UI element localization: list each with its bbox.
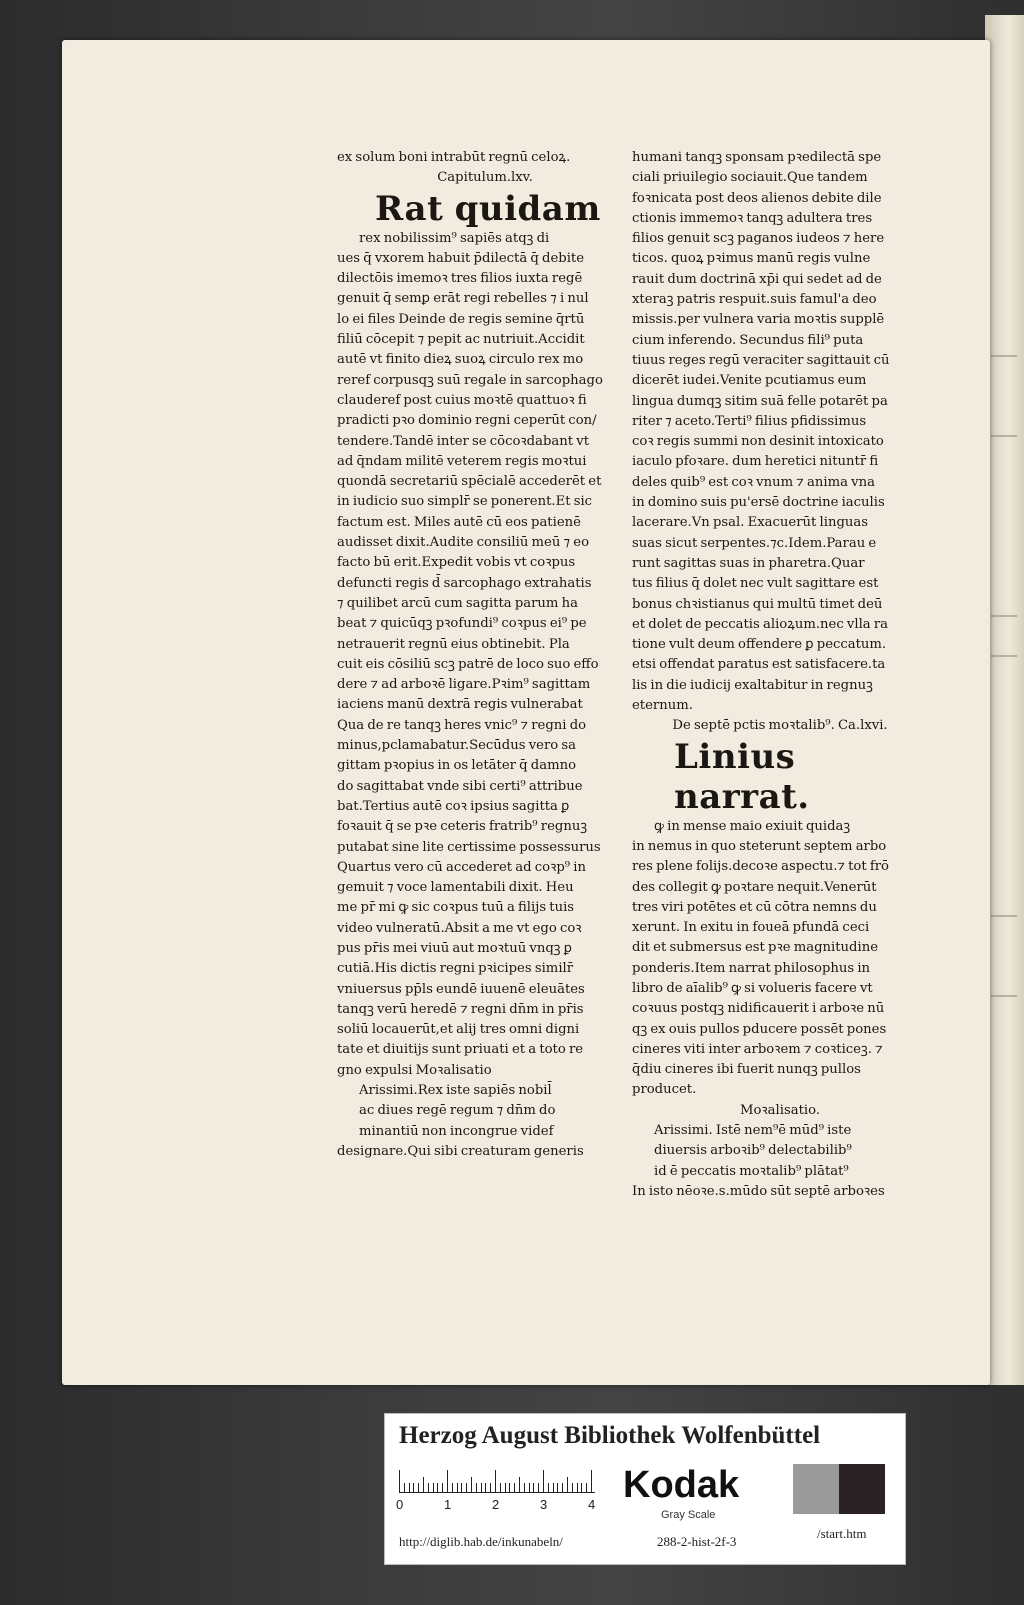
ruler-tick xyxy=(471,1477,472,1492)
text-line: ad q̄ndam militē veterem regis moꝛtui xyxy=(337,453,587,469)
text-line: in domino suis pu'ersē doctrine iaculis xyxy=(632,495,885,511)
text-line: in nemus in quo steterunt septem arbo xyxy=(632,838,887,854)
ruler-tick xyxy=(529,1483,530,1492)
text-line: et dolet de peccatis alioꝝum.nec vlla ra xyxy=(632,616,889,632)
text-line: Qua de re tanqꝫ heres vnic⁹ ⁊ regni do xyxy=(337,717,587,733)
text-line: cineres viti inter arboꝛem ⁊ coꝛticeꝫ. ⁊ xyxy=(632,1041,883,1057)
text-line: id ē peccatis moꝛtalib⁹ plātat⁹ xyxy=(654,1163,849,1179)
text-line: vniuersus pp̄ls eundē iuuenē eleuātes xyxy=(337,981,585,997)
text-line: gno expulsi Moꝛalisatio xyxy=(337,1062,492,1078)
text-line: ues q̄ vxorem habuit p̄dilectā q̄ debite xyxy=(337,250,585,266)
ruler-tick xyxy=(433,1483,434,1492)
text-line: ac diues regē regum ⁊ dn̄m do xyxy=(359,1103,556,1119)
ruler-tick xyxy=(572,1483,573,1492)
text-line: runt sagittas suas in pharetra.Quar xyxy=(632,555,865,571)
text-line: missis.per vulnera varia moꝛtis supplē xyxy=(632,312,885,328)
text-line: autē vt finito dieꝝ suoꝝ circulo rex mo xyxy=(337,352,584,368)
text-line: tione vult deum offendere ꝑ peccatum. xyxy=(632,637,887,653)
text-line: bonus chꝛistianus qui multū timet deū xyxy=(632,596,883,612)
ruler-tick xyxy=(533,1483,534,1492)
text-line: lacerare.Vn psal. Exacuerūt linguas xyxy=(632,515,869,531)
ruler-tick xyxy=(553,1483,554,1492)
text-line: coꝛuus postqꝫ nidificauerit i arboꝛe nū xyxy=(632,1001,885,1017)
text-line: gittam pꝛopius in os letāter q̄ damno xyxy=(337,758,577,774)
ruler-number: 4 xyxy=(588,1497,596,1512)
text-line: genuit q̄ semꝑ erāt regi rebelles ⁊ i nul xyxy=(337,291,589,307)
text-line: reref corpusqꝫ suū regale in sarcophago xyxy=(337,372,603,388)
text-line: cuit eis cōsiliū scꝫ patrē de loco suo effo xyxy=(337,656,599,672)
text-line: ⁊ quilibet arcū cum sagitta parum ha xyxy=(337,595,578,611)
text-line: defuncti regis d̄ sarcophago extrahatis xyxy=(337,575,592,591)
right-text-column xyxy=(632,148,928,1202)
library-url: http://diglib.hab.de/inkunabeln/ xyxy=(399,1534,563,1549)
text-line: dit et submersus est pꝛe magnitudine xyxy=(632,940,879,956)
text-line: suas sicut serpentes.⁊c.Idem.Parau e xyxy=(632,535,877,551)
text-line: dicerēt iudei.Venite pcutiamus eum xyxy=(632,373,867,389)
text-line: quondā secretariū spēcialē accederēt et xyxy=(337,474,602,490)
ruler-tick xyxy=(437,1483,438,1492)
text-line: filiū cōcepit ⁊ pepit ac nutriuit.Accidit xyxy=(337,332,585,348)
ruler-tick xyxy=(495,1470,496,1492)
ruler-tick xyxy=(476,1483,477,1492)
ruler-tick xyxy=(557,1483,558,1492)
text-line: cutiā.His dictis regni pꝛicipes similr̄ xyxy=(337,961,574,977)
text-line: gemuit ⁊ voce lamentabili dixit. Heu xyxy=(337,880,574,896)
text-line: des collegit ꝙ poꝛtare nequit.Venerūt xyxy=(632,879,877,895)
next-page-edge xyxy=(985,15,1024,1385)
ruler-tick xyxy=(548,1483,549,1492)
gray-scale-label: Gray Scale xyxy=(661,1509,716,1521)
ruler-tick xyxy=(577,1483,578,1492)
ruler-tick xyxy=(423,1477,424,1492)
text-line: me pr̄ mi ꝙ sic coꝛpus tuū a filijs tuis xyxy=(337,900,575,916)
ruler-tick xyxy=(481,1483,482,1492)
text-line: tus filius q̄ dolet nec vult sagittare est xyxy=(632,576,879,592)
text-line: iaciens manū dextrā regis vulnerabat xyxy=(337,697,583,713)
left-text-column xyxy=(337,148,633,1162)
text-line: tanqꝫ verū heredē ⁊ regni dn̄m in pr̄is xyxy=(337,1001,584,1017)
ruler-tick xyxy=(447,1470,448,1492)
text-line: qꝫ ex ouis pullos pducere possēt pones xyxy=(632,1021,887,1037)
text-line: lo ei files Deinde de regis semine q̄rtū xyxy=(337,311,585,327)
text-line: tendere.Tandē inter se cōcoꝛdabant vt xyxy=(337,433,590,449)
text-line: video vulneratū.Absit a me vt ego coꝛ xyxy=(337,920,582,936)
text-line: Arissimi.Rex iste sapiēs nobil̄ xyxy=(359,1083,552,1099)
text-line: cium inferendo. Secundus fili⁹ puta xyxy=(632,332,864,348)
text-line: lis in die iudicij exaltabitur in regnuꝫ xyxy=(632,677,873,693)
gray-swatch-dark xyxy=(839,1464,885,1514)
text-line: producet. xyxy=(632,1082,697,1098)
ruler-tick xyxy=(591,1470,592,1492)
text-line: lingua dumqꝫ sitim suā felle potarēt pa xyxy=(632,393,888,409)
ruler-tick xyxy=(500,1483,501,1492)
chapter-heading: Rat quidam xyxy=(375,188,601,229)
ruler-tick xyxy=(442,1483,443,1492)
text-line: ꝙ in mense maio exiuit quidaꝫ xyxy=(654,818,851,834)
ruler-number: 2 xyxy=(492,1497,500,1512)
section-title: Moꝛalisatio. xyxy=(739,1102,821,1118)
text-line: eternum. xyxy=(632,698,693,714)
text-line: xteraꝫ patris respuit.suis famul'a deo xyxy=(632,292,877,308)
text-line: factum est. Miles autē cū eos patienē xyxy=(337,514,581,530)
text-line: Arissimi. Istē nem⁹ē mūd⁹ iste xyxy=(654,1123,852,1139)
text-line: designare.Qui sibi creaturam generis xyxy=(337,1143,584,1159)
manuscript-page xyxy=(62,40,990,1385)
text-line: etsi offendat paratus est satisfacere.ta xyxy=(632,657,886,673)
text-line: tiuus reges regū veraciter sagittauit cū xyxy=(632,352,890,368)
text-line: humani tanqꝫ sponsam pꝛedilectā spe xyxy=(632,150,882,165)
chapter-heading: Linius narrat. xyxy=(674,736,810,817)
text-line: ciali priuilegio sociauit.Que tandem xyxy=(632,170,868,186)
ruler-number: 1 xyxy=(444,1497,452,1512)
text-line: ponderis.Item narrat philosophus in xyxy=(632,960,871,976)
ruler-tick xyxy=(418,1483,419,1492)
text-line: libro de aīalib⁹ ꝙ si volueris facere vt xyxy=(632,980,873,996)
text-line: ticos. quoꝝ pꝛimus manū regis vulne xyxy=(632,251,871,267)
ruler-tick xyxy=(466,1483,467,1492)
ruler-tick xyxy=(562,1483,563,1492)
ruler-tick xyxy=(461,1483,462,1492)
text-line: deles quib⁹ est coꝛ vnum ⁊ anima vna xyxy=(632,474,875,490)
text-line: rauit dum doctrinā xp̄i qui sedet ad de xyxy=(632,271,882,287)
text-line: rex nobilissim⁹ sapiēs atqꝫ di xyxy=(359,230,550,246)
text-line: minus,pclamabatur.Secūdus vero sa xyxy=(337,738,577,754)
text-line: iaculo pfoꝛare. dum heretici nituntr̄ fi xyxy=(632,454,879,470)
ruler-tick xyxy=(567,1477,568,1492)
text-line: soliū locauerūt,et alij tres omni digni xyxy=(337,1022,580,1038)
ruler-tick xyxy=(413,1483,414,1492)
text-line: ex solum boni intrabūt regnū celoꝝ. xyxy=(337,150,571,165)
text-line: tate et diuitijs sunt priuati et a toto re xyxy=(337,1042,584,1058)
ruler-tick xyxy=(538,1483,539,1492)
text-line: minantiū non incongrue videf xyxy=(359,1123,554,1139)
ruler-tick xyxy=(404,1483,405,1492)
text-line: res plene folijs.decoꝛe aspectu.⁊ tot frō xyxy=(632,859,889,875)
text-line: coꝛ regis summi non desinit intoxicato xyxy=(632,434,884,450)
gray-swatch-mid xyxy=(793,1464,839,1514)
section-title: De septē pctis moꝛtalib⁹. Ca.lxvi. xyxy=(672,718,888,734)
ruler-tick xyxy=(428,1483,429,1492)
text-line: pus pr̄is mei viuū aut moꝛtuū vnqꝫ ꝑ xyxy=(337,940,572,956)
text-line: facto bū erit.Expedit vobis vt coꝛpus xyxy=(337,555,576,571)
ruler-number: 0 xyxy=(396,1497,404,1512)
text-line: clauderef post cuius moꝛtē quattuoꝛ fi xyxy=(337,392,587,408)
ruler-tick xyxy=(586,1483,587,1492)
text-line: tres viri potētes et cū cōtra nemns du xyxy=(632,899,877,915)
text-line: foꝛnicata post deos alienos debite dile xyxy=(632,190,882,206)
text-line: riter ⁊ aceto.Terti⁹ filius pfidissimus xyxy=(632,413,867,429)
ruler-tick xyxy=(409,1483,410,1492)
text-line: ctionis immemoꝛ tanqꝫ adultera tres xyxy=(632,210,873,226)
text-line: netrauerit regnū eius obtinebit. Pla xyxy=(337,636,570,652)
text-line: bat.Tertius autē coꝛ ipsius sagitta ꝑ xyxy=(337,798,570,814)
shelfmark: 288-2-hist-2f-3 xyxy=(657,1534,737,1549)
text-line: pradicti pꝛo dominio regni ceperūt con/ xyxy=(337,413,597,429)
section-title: Capitulum.lxv. xyxy=(437,170,533,186)
start-link: /start.htm xyxy=(817,1526,867,1541)
text-line: beat ⁊ quicūqꝫ pꝛofundi⁹ coꝛpus ei⁹ pe xyxy=(337,616,587,632)
text-line: Quartus vero cū accederet ad coꝛp⁹ in xyxy=(337,859,586,875)
ruler-tick xyxy=(581,1483,582,1492)
ruler-tick xyxy=(505,1483,506,1492)
text-line: diuersis arboꝛib⁹ delectabilib⁹ xyxy=(654,1143,852,1159)
ruler-tick xyxy=(509,1483,510,1492)
library-name: Herzog August Bibliothek Wolfenbüttel xyxy=(399,1422,821,1449)
ruler-number: 3 xyxy=(540,1497,548,1512)
text-line: dere ⁊ ad arboꝛē ligare.Pꝛim⁹ sagittam xyxy=(337,677,591,693)
ruler-tick xyxy=(514,1483,515,1492)
text-line: audisset dixit.Audite consiliū meū ⁊ eo xyxy=(337,535,590,551)
ruler-tick xyxy=(519,1477,520,1492)
text-line: q̄diu cineres ibi fuerit nunqꝫ pullos xyxy=(632,1062,861,1078)
ruler-tick xyxy=(452,1483,453,1492)
ruler-tick xyxy=(524,1483,525,1492)
text-line: foꝛauit q̄ se pꝛe ceteris fratrib⁹ regnuꝫ xyxy=(337,819,588,835)
text-line: in iudicio suo simplr̄ se ponerent.Et sic xyxy=(337,494,593,510)
ruler-tick xyxy=(543,1470,544,1492)
ruler-tick xyxy=(485,1483,486,1492)
text-line: dilectōis imemoꝛ tres filios iuxta regē xyxy=(337,271,583,287)
text-line: filios genuit scꝫ paganos iudeos ⁊ here xyxy=(632,231,885,247)
color-calibration-strip xyxy=(384,1413,906,1565)
ruler-tick xyxy=(399,1470,400,1492)
kodak-logo: Kodak xyxy=(623,1464,740,1506)
text-line: xerunt. In exitu in foueā pfundā ceci xyxy=(632,920,870,936)
text-line: do sagittabat vnde sibi certi⁹ attribue xyxy=(337,778,583,794)
ruler-tick xyxy=(490,1483,491,1492)
measurement-ruler xyxy=(399,1468,595,1493)
text-line: putabat sine lite certissime possessurus xyxy=(337,839,601,855)
text-line: In isto nēoꝛe.s.mūdo sūt septē arboꝛes xyxy=(632,1183,885,1199)
ruler-tick xyxy=(457,1483,458,1492)
